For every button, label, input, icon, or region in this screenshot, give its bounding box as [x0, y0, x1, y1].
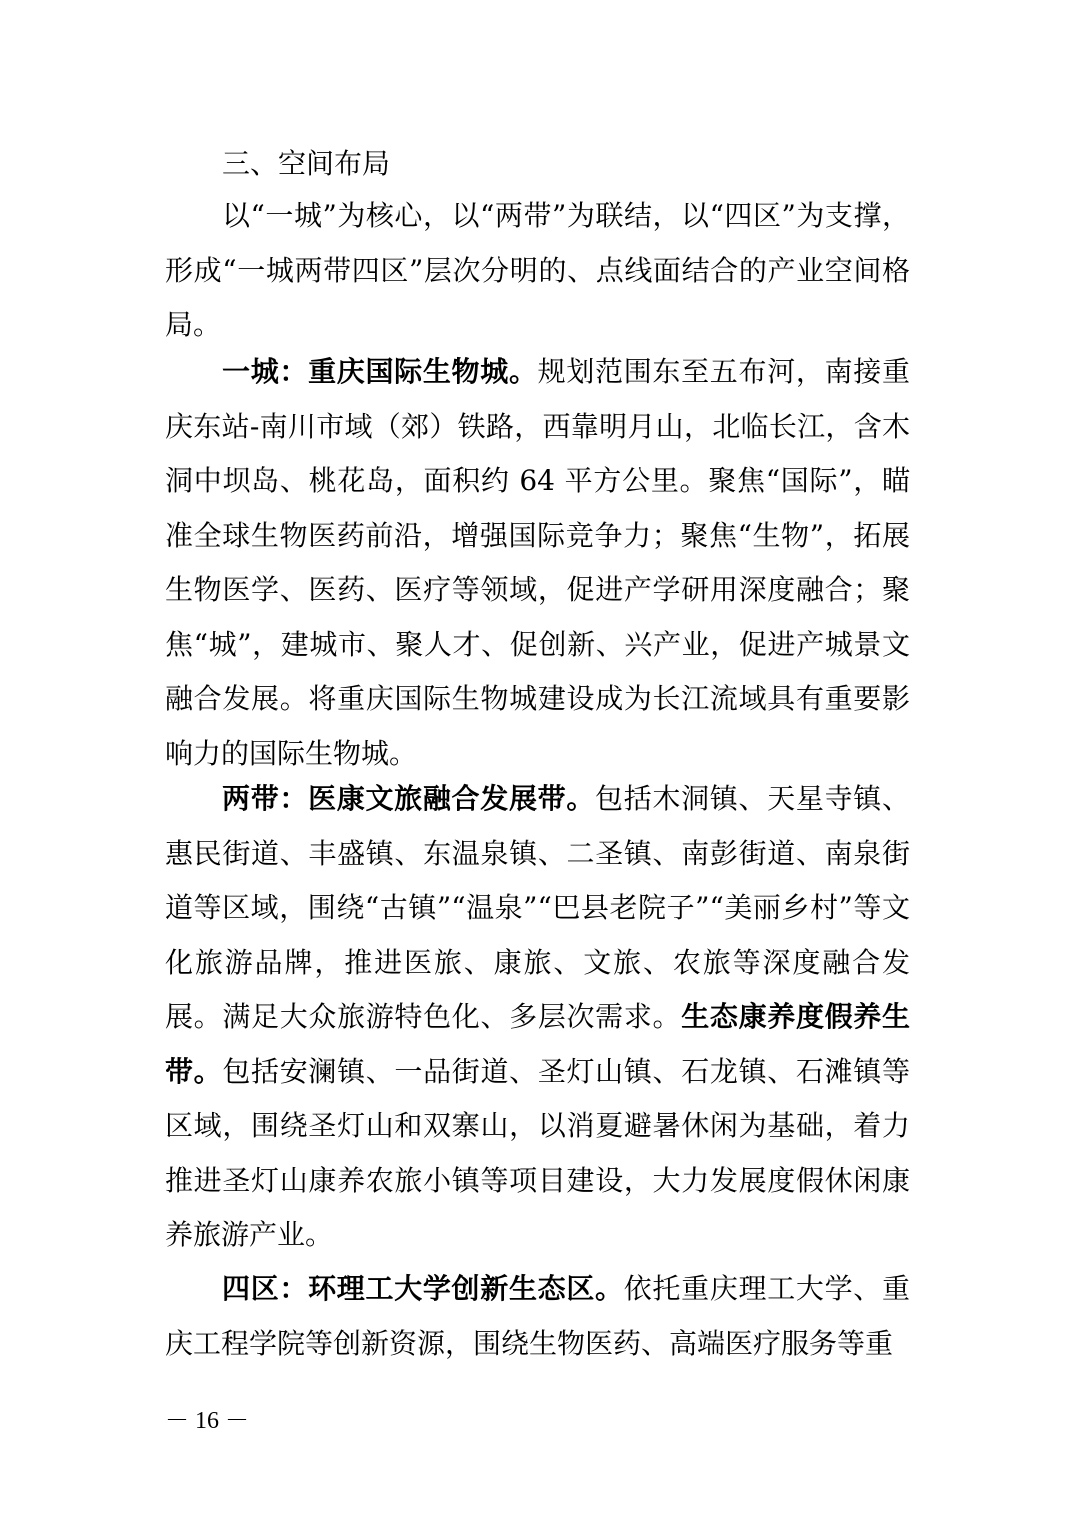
siqu-paragraph [165, 1262, 910, 1371]
yicheng-heading: 一城：重庆国际生物城。 [222, 355, 538, 388]
liangdai-heading-2: 生态康养度假养生带。 [165, 1000, 910, 1088]
liangdai-body: 包括木洞镇、天星寺镇、惠民街道、丰盛镇、东温泉镇、二圣镇、南彭街道、南泉街道等区域，围绕“古镇”“温泉”“巴县老院子”“美丽乡村”等文化旅游品牌，推进医旅、康旅、文旅、农旅等深度融合发展。满足大众旅游特色化、多层次需求。 [165, 782, 910, 1033]
siqu-heading: 四区：环理工大学创新生态区。 [222, 1272, 624, 1305]
yicheng-paragraph [165, 345, 910, 781]
liangdai-body-2: 包括安澜镇、一品街道、圣灯山镇、石龙镇、石滩镇等区域，围绕圣灯山和双寨山，以消夏避暑休闲为基础，着力推进圣灯山康养农旅小镇等项目建设，大力发展度假休闲康养旅游产业。 [165, 1054, 910, 1251]
page-number: － 16 － [165, 1408, 249, 1434]
liangdai-paragraph [165, 772, 910, 1263]
yicheng-body: 规划范围东至五布河，南接重庆东站-南川市域（郊）铁路，西靠明月山，北临长江，含木洞中坝岛、桃花岛，面积约 64 平方公里。聚焦“国际”，瞄准全球生物医药前沿，增强国际竞争力；聚焦“生物”，拓展生物医学、医药、医疗等领域，促进产学研用深度融合；聚焦“城”，建城市、聚人才、促创新、兴产业，促进产城景文融合发展。将重庆国际生物城建设成为长江流域具有重要影响力的国际生物城。 [165, 355, 910, 770]
liangdai-heading: 两带：医康文旅融合发展带。 [222, 782, 596, 815]
section-heading: 三、空间布局 [222, 147, 391, 180]
intro-paragraph: 以“一城”为核心，以“两带”为联结，以“四区”为支撑，形成“一城两带四区”层次分明的、点线面结合的产业空间格局。 [165, 199, 910, 341]
siqu-body: 依托重庆理工大学、重庆工程学院等创新资源，围绕生物医药、高端医疗服务等重 [165, 1272, 910, 1360]
